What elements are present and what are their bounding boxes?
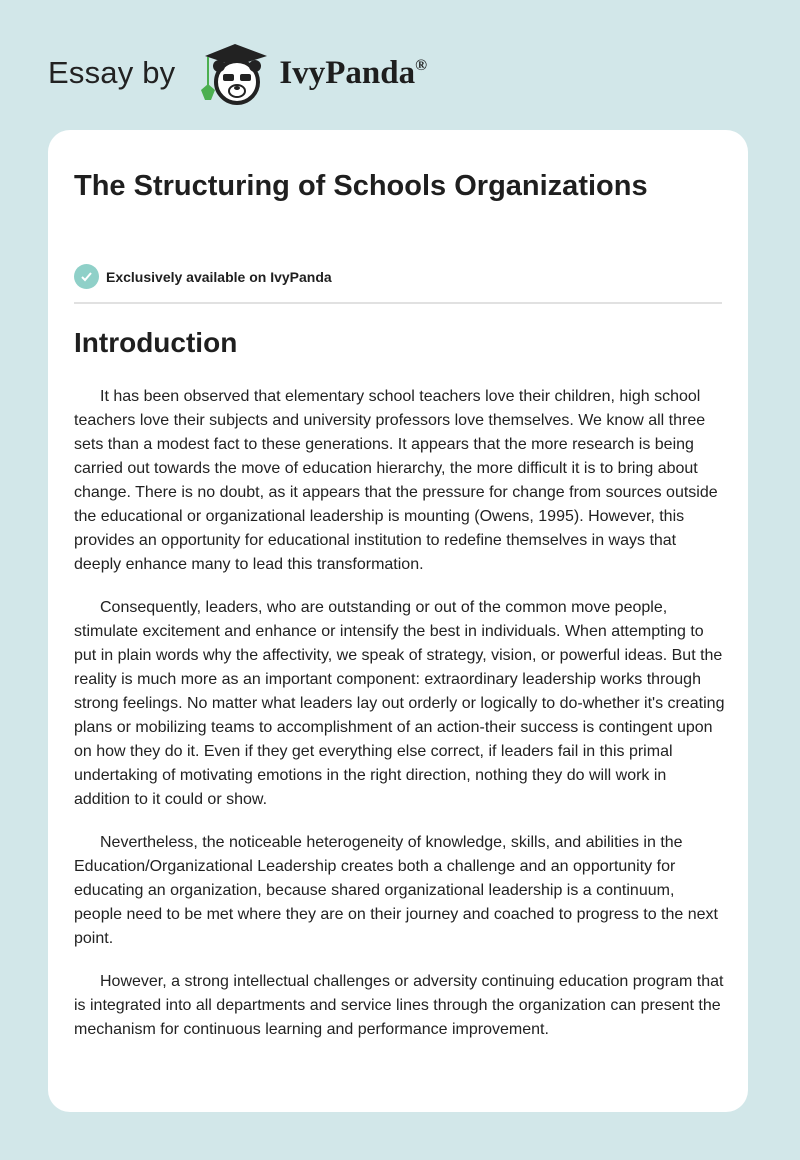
divider xyxy=(74,302,722,304)
exclusive-badge xyxy=(74,264,332,289)
essay-title: The Structuring of Schools Organizations xyxy=(74,170,648,202)
section-heading: Introduction xyxy=(74,327,238,358)
badge-text: Exclusively available on IvyPanda xyxy=(106,268,332,285)
site-header xyxy=(48,38,427,108)
brand-text: IvyPanda xyxy=(279,54,416,91)
paragraph: However, a strong intellectual challenges or adversity continuing education program that is integrated into all departments and service lines through the organization can present the mechanism for continuous learning and performance improvement. xyxy=(74,973,724,1038)
essay-body xyxy=(74,385,726,1061)
essay-card xyxy=(48,130,748,1112)
ivypanda-logo-icon[interactable] xyxy=(195,38,275,108)
paragraph: Nevertheless, the noticeable heterogeneity of knowledge, skills, and abilities in the Education/Organizational Leadership creates both a challenge and an opportunity for educating an organization, because shared organizational leadership is a continuum, people need to be met where they are on their journey and coached to progress to the next point. xyxy=(74,834,718,947)
paragraph: Consequently, leaders, who are outstanding or out of the common move people, stimulate excitement and enhance or intensify the best in individuals. When attempting to put in plain words why the affectivity, we speak of strategy, vision, or powerful ideas. But the reality is much more as an important component: extraordinary leadership works through strong feelings. No matter what leaders lay out orderly or logically to do-whether it's creating plans or mobilizing teams to accomplishment of an action-their success is contingent upon on how they do it. Even if they get everything else correct, if leaders fail in this primal undertaking of motivating emotions in the right direction, nothing they do will work in addition to it could or show. xyxy=(74,599,725,808)
registered-mark: ® xyxy=(415,56,428,74)
paragraph: It has been observed that elementary school teachers love their children, high school teachers love their subjects and university professors love themselves. We know all three sets than a modest fact to these generations. It appears that the more research is being carried out towards the move of education hierarchy, the more difficult it is to bring about change. There is no doubt, as it appears that the pressure for change from sources outside the educational or organizational leadership is mounting (Owens, 1995). However, this provides an opportunity for educational institution to redefine themselves in ways that deeply enhance many to lead this transformation. xyxy=(74,388,718,573)
brand-name xyxy=(279,55,427,92)
check-icon xyxy=(74,264,99,289)
essay-by-label: Essay by xyxy=(48,55,176,90)
